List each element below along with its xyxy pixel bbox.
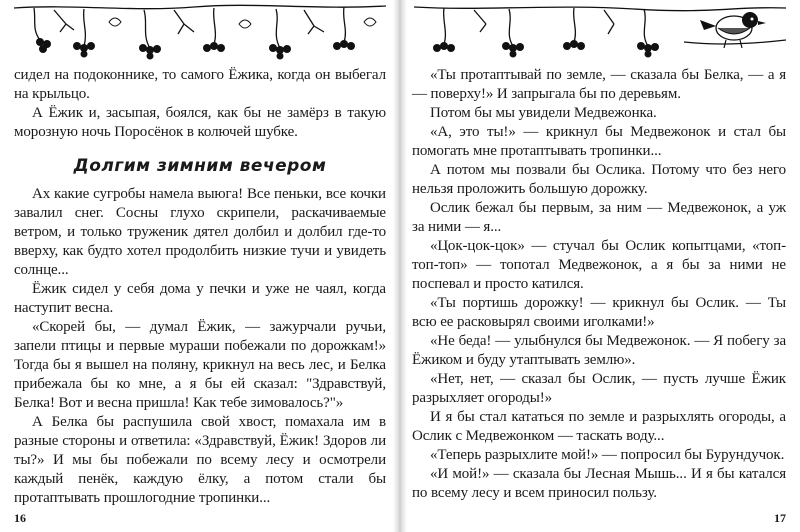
paragraph: Потом бы мы увидели Медвежонка. <box>430 105 657 121</box>
paragraph: «А, это ты!» — крикнул бы Медвежонок и стал бы помогать мне протаптывать тропинки... <box>412 124 786 159</box>
paragraph: А Белка бы распушила свой хвост, помахала им в разные стороны и ответила: «Здравствуй, Ёжик! Здоров ли ты?» И мы бы побежали по всему лесу и осмотрели каждый пенёк, каждую ёлку, а потом стали бы протаптывать прошлогодние тропинки... <box>14 414 386 506</box>
paragraph: «Ты портишь дорожку! — крикнул бы Ослик. — Ты всю ее расковырял своими иголками!» <box>412 295 786 330</box>
paragraph: сидел на подоконнике, то самого Ёжика, когда он выбегал на крыльцо. <box>14 67 386 102</box>
paragraph: Ёжик сидел у себя дома у печки и уже не чаял, когда наступит весна. <box>14 281 386 316</box>
paragraph: «Цок-цок-цок» — стучал бы Ослик копытцами, «топ-топ-топ» — топотал Медвежонок, а я бы за ними не поспевал и просто катился. <box>412 238 786 292</box>
paragraph: И я бы стал кататься по земле и разрыхлять огороды, а Ослик с Медвежонком — таскать воду... <box>412 409 786 444</box>
paragraph: «Нет, нет, — сказал бы Ослик, — пусть лучше Ёжик разрыхляет огороды!» <box>412 371 786 406</box>
rowan-bird-ornament-right <box>414 2 786 60</box>
right-page-text <box>412 66 786 503</box>
left-page-text <box>14 66 386 508</box>
paragraph: «Скорей бы, — думал Ёжик, — зажурчали ручьи, запели птицы и первые мураши побежали по дорожкам!» Тогда бы я вышел на поляну, крикнул на весь лес, и Белка прибежала бы ко мне, а я бы ей сказал: "Здравствуй, Белка! Вот и весна пришла! Как тебе зимовалось?"» <box>14 319 386 411</box>
chapter-heading: Долгим зимним вечером <box>73 156 327 176</box>
paragraph: «И мой!» — сказала бы Лесная Мышь... И я бы катался по всему лесу и всем приносил пользу. <box>412 466 786 501</box>
rowan-ornament-left <box>14 2 386 60</box>
page-number-right: 17 <box>774 511 786 525</box>
paragraph: Ослик бежал бы первым, за ним — Медвежонок, а уж за ними — я... <box>412 200 786 235</box>
paragraph: «Ты протаптывай по земле, — сказала бы Белка, — а я — поверху!» И запрыгала бы по деревьям. <box>412 67 786 102</box>
paragraph: А Ёжик и, засыпая, боялся, как бы не замёрз в такую морозную ночь Поросёнок в колючей шубке. <box>14 105 386 140</box>
paragraph: «Не беда! — улыбнулся бы Медвежонок. — Я побегу за Ёжиком и буду утаптывать землю». <box>412 333 786 368</box>
paragraph: «Теперь разрыхлите мой!» — попросил бы Бурундучок. <box>430 447 785 463</box>
page-number-left: 16 <box>14 511 26 525</box>
paragraph: Ах какие сугробы намела выюга! Все пеньки, все кочки завалил снег. Сосны глухо скрипели, раскачиваемые ветром, и только труженик дятел долбил и долбил где-то вверху, как будто хотел продолбить низкие тучи и увидеть солнце... <box>14 186 386 278</box>
paragraph: А потом мы позвали бы Ослика. Потому что без него нельзя проложить большую дорожку. <box>412 162 786 197</box>
